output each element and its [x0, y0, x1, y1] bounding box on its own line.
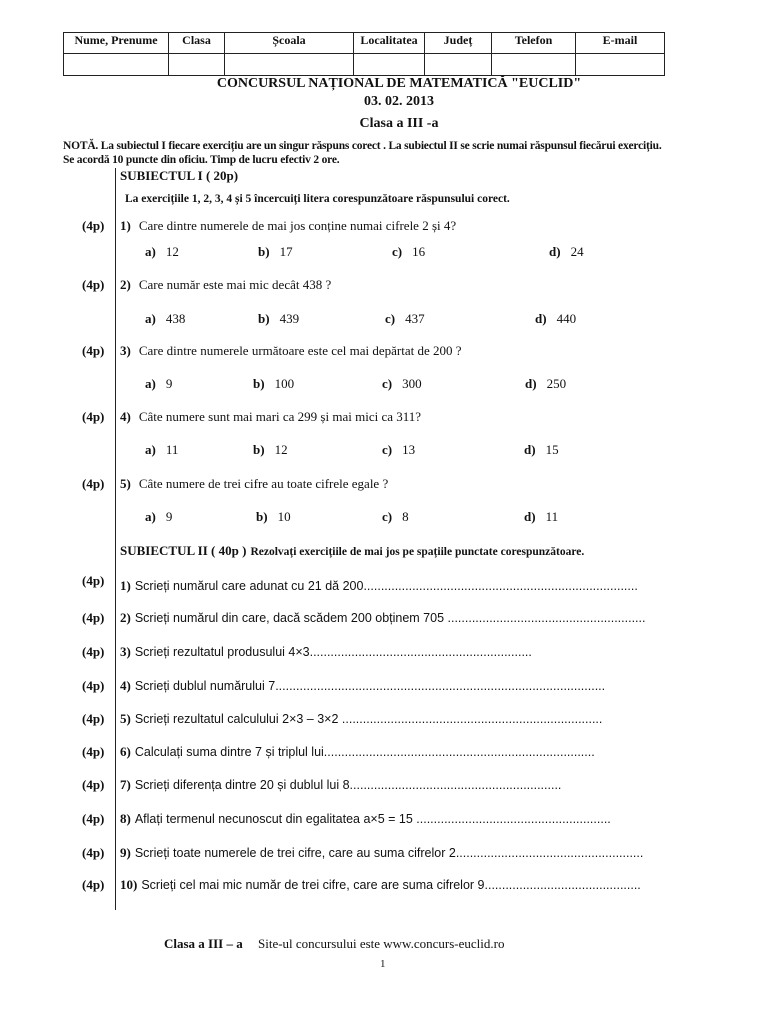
col-header-email: E-mail — [576, 33, 665, 54]
s2-q7-text: 7) Scrieți diferența dintre 20 și dublul lui 8............................................................. — [120, 777, 562, 792]
s2-q4-text: 4) Scrieți dublul numărului 7............................................................................................... — [120, 678, 606, 693]
s2-q1-answer-line[interactable]: Scrieți numărul care adunat cu 21 dă 200............................................................................... — [134, 579, 638, 593]
s2-q2-answer-line[interactable]: Scrieți numărul din care, dacă scădem 200 obținem 705 ......................................................... — [134, 611, 646, 625]
col-header-phone: Telefon — [492, 33, 576, 54]
q2-option-d[interactable]: d) 440 — [535, 311, 577, 326]
s2-q3-text: 3) Scrieți rezultatul produsului 4×3................................................................ — [120, 644, 532, 659]
q3-option-c[interactable]: c) 300 — [382, 376, 422, 391]
q2-option-b[interactable]: b) 439 — [258, 311, 300, 326]
q5-prompt: Câte numere de trei cifre au toate cifrele egale ? — [138, 476, 389, 491]
s2-q10-text: 10) Scrieți cel mai mic număr de trei cifre, care are suma cifrelor 9............................................. — [120, 877, 641, 892]
s2-q2-text: 2) Scrieți numărul din care, dacă scădem 200 obținem 705 ......................................................... — [120, 610, 646, 625]
q2-option-c[interactable]: c) 437 — [385, 311, 425, 326]
q1-option-b[interactable]: b) 17 — [258, 244, 293, 259]
note-text: NOTĂ. La subiectul I fiecare exercițiu are un singur răspuns corect . La subiectul II se scrie numai răspunsul fiecărui exercițiu. Se acordă 10 puncte din oficiu. Timp de lucru efectiv 2 ore. — [63, 140, 662, 166]
s2-q7-points: (4p) — [82, 777, 105, 792]
q1-option-c[interactable]: c) 16 — [392, 244, 426, 259]
s2-q4-answer-line[interactable]: Scrieți dublul numărului 7............................................................................................... — [134, 679, 606, 693]
q4-number: 4) — [120, 409, 131, 424]
locality-cell[interactable] — [354, 54, 425, 76]
q3-number: 3) — [120, 343, 131, 358]
school-cell[interactable] — [225, 54, 354, 76]
q3-option-a[interactable]: a) 9 — [145, 376, 173, 391]
contest-title: CONCURSUL NAȚIONAL DE MATEMATICĂ "EUCLID" — [216, 76, 582, 91]
col-header-locality: Localitatea — [354, 33, 425, 54]
q2-prompt: Care număr este mai mic decât 438 ? — [138, 277, 332, 292]
q2-text — [120, 277, 331, 293]
q3-prompt: Care dintre numerele următoare este cel mai depărtat de 200 ? — [138, 343, 462, 358]
q5-option-c[interactable]: c) 8 — [382, 509, 409, 524]
s2-q5-points: (4p) — [82, 711, 105, 726]
margin-line — [115, 168, 116, 910]
subject2-instruction: Rezolvați exercițiile de mai jos pe spațiile punctate corespunzătoare. — [250, 546, 585, 558]
student-info-table — [63, 32, 665, 76]
q1-option-a[interactable]: a) 12 — [145, 244, 179, 259]
table-input-row — [64, 54, 665, 76]
q3-points: (4p) — [82, 343, 105, 358]
q4-text — [120, 409, 421, 425]
q2-points: (4p) — [82, 277, 105, 292]
class-cell[interactable] — [169, 54, 225, 76]
q5-option-b[interactable]: b) 10 — [256, 509, 291, 524]
subject1-heading: SUBIECTUL I ( 20p) — [120, 168, 239, 183]
q5-text — [120, 476, 388, 492]
q3-option-d[interactable]: d) 250 — [525, 376, 567, 391]
email-cell[interactable] — [576, 54, 665, 76]
q1-text — [120, 218, 456, 234]
s2-q3-points: (4p) — [82, 644, 105, 659]
s2-q2-points: (4p) — [82, 610, 105, 625]
s2-q10-answer-line[interactable]: Scrieți cel mai mic număr de trei cifre, care are suma cifrelor 9............................................. — [141, 878, 641, 892]
s2-q9-points: (4p) — [82, 845, 105, 860]
subject2-header — [120, 542, 584, 560]
s2-q3-answer-line[interactable]: Scrieți rezultatul produsului 4×3................................................................ — [134, 645, 532, 659]
s2-q5-answer-line[interactable]: Scrieți rezultatul calculului 2×3 – 3×2 ........................................................................... — [134, 712, 603, 726]
q1-points: (4p) — [82, 218, 105, 233]
subject2-heading: SUBIECTUL II ( 40p ) — [120, 543, 247, 558]
col-header-county: Județ — [425, 33, 492, 54]
page-footer — [164, 936, 504, 952]
grade-title: Clasa a III -a — [359, 116, 439, 131]
s2-q5-text: 5) Scrieți rezultatul calculului 2×3 – 3×2 ........................................................................... — [120, 711, 603, 726]
q3-text — [120, 343, 462, 359]
s2-q8-points: (4p) — [82, 811, 105, 826]
page-number: 1 — [380, 958, 386, 970]
q4-points: (4p) — [82, 409, 105, 424]
col-header-name: Nume, Prenume — [64, 33, 169, 54]
footer-site: Site-ul concursului este www.concurs-euclid.ro — [258, 936, 505, 951]
county-cell[interactable] — [425, 54, 492, 76]
q5-points: (4p) — [82, 476, 105, 491]
s2-q8-answer-line[interactable]: Aflați termenul necunoscut din egalitatea a×5 = 15 ........................................................ — [134, 812, 611, 826]
footer-grade: Clasa a III – a — [164, 936, 243, 951]
name-cell[interactable] — [64, 54, 169, 76]
q1-option-d[interactable]: d) 24 — [549, 244, 584, 259]
s2-q8-text: 8) Aflați termenul necunoscut din egalitatea a×5 = 15 ........................................................ — [120, 811, 611, 826]
s2-q1-text: 1) Scrieți numărul care adunat cu 21 dă 200............................................................................... — [120, 578, 638, 593]
q5-option-a[interactable]: a) 9 — [145, 509, 173, 524]
q2-number: 2) — [120, 277, 131, 292]
q4-prompt: Câte numere sunt mai mari ca 299 și mai mici ca 311? — [138, 409, 422, 424]
q1-number: 1) — [120, 218, 131, 233]
q2-option-a[interactable]: a) 438 — [145, 311, 186, 326]
q3-option-b[interactable]: b) 100 — [253, 376, 295, 391]
q4-option-b[interactable]: b) 12 — [253, 442, 288, 457]
q1-prompt: Care dintre numerele de mai jos conține numai cifrele 2 și 4? — [138, 218, 457, 233]
q5-number: 5) — [120, 476, 131, 491]
s2-q4-points: (4p) — [82, 678, 105, 693]
q5-option-d[interactable]: d) 11 — [524, 509, 559, 524]
s2-q9-answer-line[interactable]: Scrieți toate numerele de trei cifre, care au suma cifrelor 2...................................................... — [134, 846, 644, 860]
s2-q6-answer-line[interactable]: Calculați suma dintre 7 și triplul lui.............................................................................. — [134, 745, 595, 759]
q4-option-d[interactable]: d) 15 — [524, 442, 559, 457]
s2-q1-points: (4p) — [82, 573, 105, 588]
s2-q7-answer-line[interactable]: Scrieți diferența dintre 20 și dublul lui 8............................................................. — [134, 778, 562, 792]
s2-q6-text: 6) Calculați suma dintre 7 și triplul lui.............................................................................. — [120, 744, 595, 759]
col-header-class: Clasa — [169, 33, 225, 54]
col-header-school: Școala — [225, 33, 354, 54]
s2-q10-points: (4p) — [82, 877, 105, 892]
contest-date: 03. 02. 2013 — [364, 94, 434, 109]
subject1-instruction: La exercițiile 1, 2, 3, 4 și 5 încercuiți litera corespunzătoare răspunsului corect. — [125, 193, 510, 205]
s2-q6-points: (4p) — [82, 744, 105, 759]
s2-q9-text: 9) Scrieți toate numerele de trei cifre, care au suma cifrelor 2...................................................... — [120, 845, 644, 860]
phone-cell[interactable] — [492, 54, 576, 76]
q4-option-c[interactable]: c) 13 — [382, 442, 416, 457]
table-header-row — [64, 33, 665, 54]
q4-option-a[interactable]: a) 11 — [145, 442, 179, 457]
